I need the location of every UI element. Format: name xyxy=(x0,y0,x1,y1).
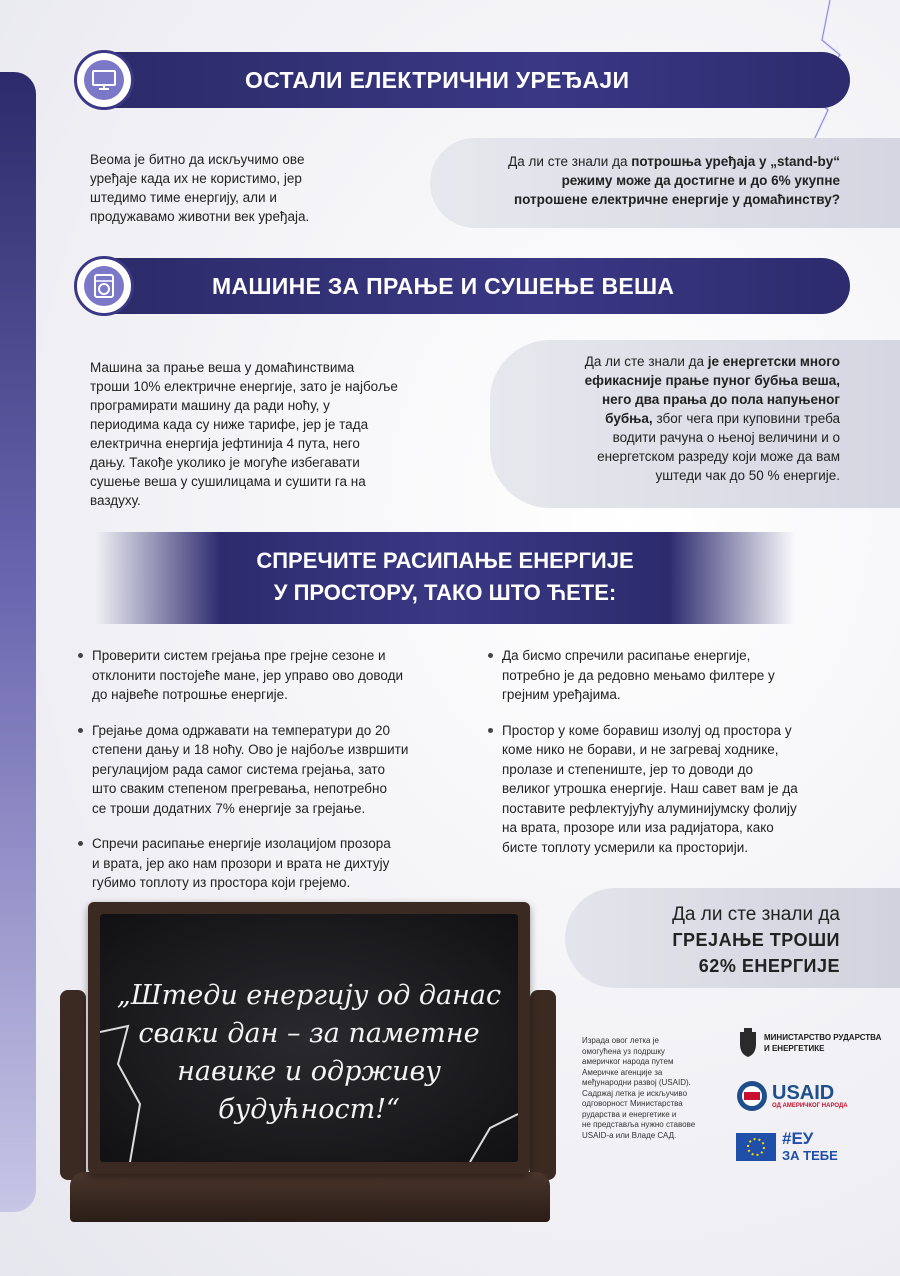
ministry-logo: МИНИСТАРСТВО РУДАРСТВА И ЕНЕРГЕТИКЕ xyxy=(736,1028,881,1058)
section-banner-other-appliances xyxy=(80,52,850,108)
usaid-logo: USAID ОД АМЕРИЧКОГ НАРОДА xyxy=(736,1080,848,1112)
section-banner-washing-machines xyxy=(80,258,850,314)
usaid-seal-icon xyxy=(736,1080,768,1112)
funding-credits: Израда овог летка је омогућена уз подршку америчког народа путем Америчке агенције за међународни развој (USAID). Садржај летка је искључиво одговорност Министарства рударства и енергетике и не представља нужно ставове USAID-а или Владе САД. xyxy=(582,1036,696,1140)
eu-flag-icon xyxy=(736,1133,776,1161)
left-decorative-rail xyxy=(0,72,36,1212)
list-item: Проверити систем грејања пре грејне сезоне и отклонити постојеће мане, јер управо ово доводи до највеће потрошње енергије. xyxy=(78,646,468,705)
list-item: Да бисмо спречили расипање енергије, потребно је да редовно мењамо филтере у грејним уређајима. xyxy=(488,646,868,705)
chalkboard-stand-right xyxy=(530,990,556,1180)
did-you-know-callout-standby: Да ли сте знали да потрошња уређаја у „stand-by“ режиму може да достигне и до 6% укупне потрошене електричне енергије у домаћинству? xyxy=(430,138,900,228)
chalk-lightning-icon xyxy=(100,914,518,1162)
section2-text: Машина за прање веша у домаћинствима троши 10% електричне енергије, зато је најбоље програмирати машину да ради ноћу, у периодима када су ниже тарифе, јер је тада електрична енергија јефтинија 4 пута, него дању. Такође уколико је могуће избегавати сушење веша у сушилицама и сушити га на ваздуху. xyxy=(90,360,398,508)
list-item: Простор у коме боравиш изолуј од простора у коме нико не борави, и не загревај ходнике, пролазе и степениште, јер то доводи до великог утрошка енергије. Наш савет вам је да поставите рефлектујућу алуминијумску фолију на врата, прозоре или иза радијатора, како бисте топлоту усмерили ка просторији. xyxy=(488,721,868,858)
section-title-line1: СПРЕЧИТЕ РАСИПАЊЕ ЕНЕРГИЈЕ xyxy=(256,548,634,573)
did-you-know-heating-fact: Да ли сте знали да ГРЕЈАЊЕ ТРОШИ 62% ЕНЕРГИЈЕ xyxy=(565,888,900,988)
right-bullet-list xyxy=(488,646,868,873)
did-you-know-callout-full-drum: Да ли сте знали да је енергетски много ефикасније прање пуног бубња веша, него два прања до пола напуњеног бубња, због чега при куповини треба водити рачуна о њеној величини и о енергетском разреду који може да вам уштеди чак до 50 % енергије. xyxy=(490,340,900,508)
chalkboard-stand-left xyxy=(60,990,86,1180)
washing-machine-icon xyxy=(74,256,134,316)
section-title-line2: У ПРОСТОРУ, ТАКО ШТО ЋЕТЕ: xyxy=(273,580,617,605)
eu-for-you-logo: #ЕУ ЗА ТЕБЕ xyxy=(736,1130,838,1164)
coat-of-arms-icon xyxy=(736,1028,760,1058)
list-item: Спречи расипање енергије изолацијом прозора и врата, јер ако нам прозори и врата не дихтују губимо топлоту из простора који грејемо. xyxy=(78,834,468,893)
section1-text: Веома је битно да искључимо ове уређаје када их не користимо, јер штедимо тиме енергију, али и продужавамо животни век уређаја. xyxy=(90,152,310,224)
section-banner-prevent-waste xyxy=(95,532,795,624)
section-title: ОСТАЛИ ЕЛЕКТРИЧНИ УРЕЂАЈИ xyxy=(245,67,630,93)
left-bullet-list xyxy=(78,646,468,909)
list-item: Грејање дома одржавати на температури до 20 степени дању и 18 ноћу. Ово је најбоље извршити регулацијом рада самог система грејања, зато што сваким степеном прегревања, непотребно се троши додатних 7% енергије за грејање. xyxy=(78,721,468,819)
tv-monitor-icon xyxy=(74,50,134,110)
chalkboard-stand-base xyxy=(70,1172,550,1222)
chalkboard: „Штеди енергију од данас сваки дан – за паметне навике и одрживу будућност!“ xyxy=(88,902,530,1174)
section-title: МАШИНЕ ЗА ПРАЊЕ И СУШЕЊЕ ВЕША xyxy=(212,273,675,299)
